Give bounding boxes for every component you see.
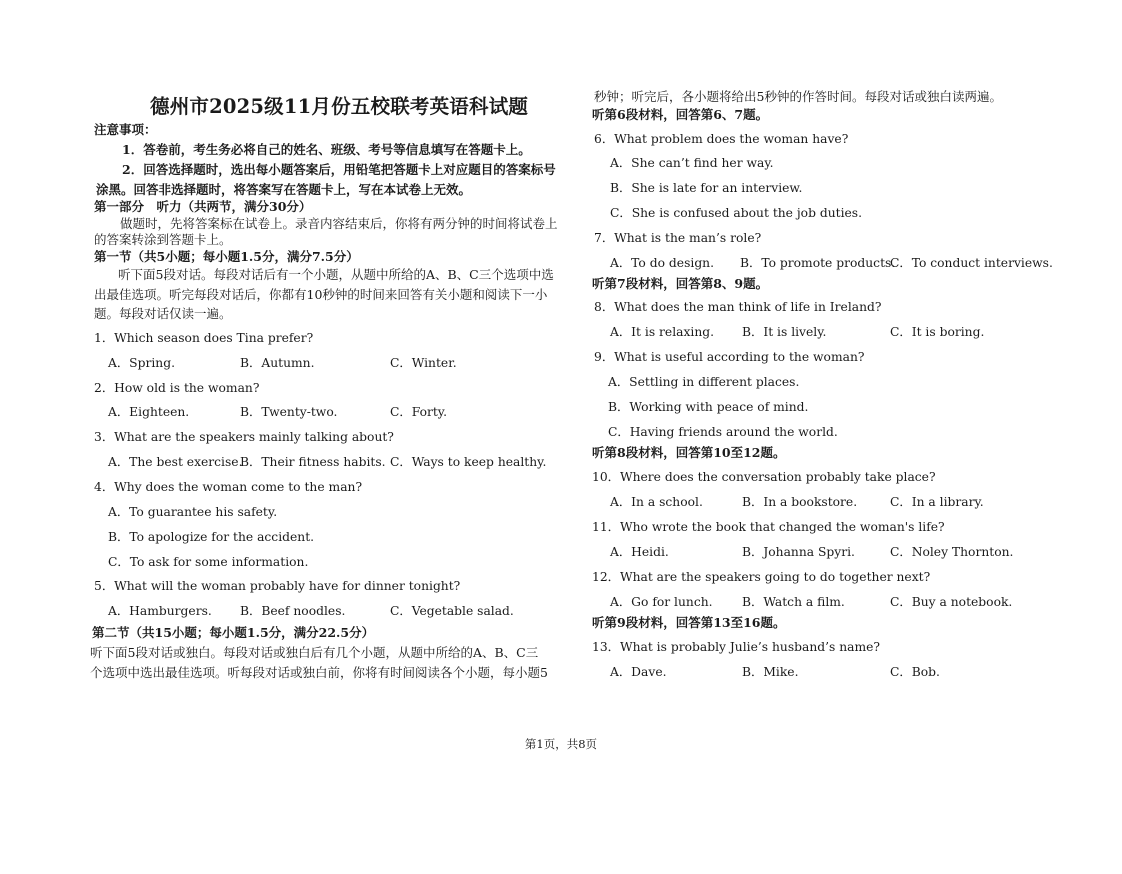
question-11-option-a: A．Heidi. — [610, 545, 669, 559]
question-9-option-a: A．Settling in different places. — [608, 375, 800, 389]
notice-item-2-line-2: 涂黑。回答非选择题时，将答案写在答题卡上，写在本试卷上无效。 — [96, 182, 472, 197]
question-7-option-b: B．To promote products. — [740, 256, 896, 270]
section1-heading: 第一节（共5小题；每小题1.5分，满分7.5分） — [94, 249, 359, 264]
question-4-stem: 4．Why does the woman come to the man? — [94, 480, 363, 494]
question-8-option-a: A．It is relaxing. — [610, 325, 715, 339]
question-10-stem: 10．Where does the conversation probably take place? — [592, 470, 936, 484]
question-4-option-a: A．To guarantee his safety. — [108, 505, 278, 519]
section2-heading: 第二节（共15小题；每小题1.5分，满分22.5分） — [92, 625, 375, 640]
question-12-option-b: B．Watch a film. — [742, 595, 845, 609]
question-10-option-a: A．In a school. — [610, 495, 703, 509]
question-3-option-b: B．Their fitness habits. — [240, 455, 386, 469]
question-5-stem: 5．What will the woman probably have for dinner tonight? — [94, 579, 461, 593]
question-1-option-c: C．Winter. — [390, 356, 457, 370]
question-11-stem: 11．Who wrote the book that changed the woman's life? — [592, 520, 945, 534]
section2-instructions-line-1: 听下面5段对话或独白。每段对话或独白后有几个小题，从题中所给的A、B、C三 — [90, 645, 539, 660]
question-8-option-b: B．It is lively. — [742, 325, 827, 339]
question-2-option-b: B．Twenty-two. — [240, 405, 338, 419]
question-2-option-c: C．Forty. — [390, 405, 448, 419]
section1-instructions-line-2: 出最佳选项。听完每段对话后，你都有10秒钟的时间来回答有关小题和阅读下一小 — [94, 287, 548, 302]
question-10-option-c: C．In a library. — [890, 495, 984, 509]
question-8-stem: 8．What does the man think of life in Ireland? — [594, 300, 882, 314]
material-6-heading: 听第6段材料，回答第6、7题。 — [592, 107, 769, 122]
part1-heading: 第一部分 听力（共两节，满分30分） — [94, 199, 312, 214]
part1-intro-line-2: 的答案转涂到答题卡上。 — [94, 232, 232, 247]
question-3-option-a: A．The best exercise. — [108, 455, 243, 469]
question-7-option-a: A．To do design. — [610, 256, 715, 270]
question-7-stem: 7．What is the man’s role? — [594, 231, 762, 245]
question-1-stem: 1．Which season does Tina prefer? — [94, 331, 314, 345]
question-12-stem: 12．What are the speakers going to do together next? — [592, 570, 931, 584]
question-5-option-c: C．Vegetable salad. — [390, 604, 514, 618]
question-9-option-c: C．Having friends around the world. — [608, 425, 838, 439]
exam-title: 德州市2025级11月份五校联考英语科试题 — [150, 95, 529, 118]
question-7-option-c: C．To conduct interviews. — [890, 256, 1053, 270]
question-3-option-c: C．Ways to keep healthy. — [390, 455, 547, 469]
notice-heading: 注意事项： — [94, 122, 157, 137]
question-11-option-c: C．Noley Thornton. — [890, 545, 1014, 559]
question-2-option-a: A．Eighteen. — [108, 405, 190, 419]
question-1-option-b: B．Autumn. — [240, 356, 315, 370]
section1-instructions-line-3: 题。每段对话仅读一遍。 — [94, 306, 232, 321]
material-9-heading: 听第9段材料，回答第13至16题。 — [592, 615, 786, 630]
question-6-option-b: B．She is late for an interview. — [610, 181, 803, 195]
notice-item-1: 1．答卷前，考生务必将自己的姓名、班级、考号等信息填写在答题卡上。 — [122, 142, 531, 157]
section1-instructions-line-1: 听下面5段对话。每段对话后有一个小题，从题中所给的A、B、C三个选项中选 — [118, 267, 554, 282]
section2-instructions-line-2: 个选项中选出最佳选项。听每段对话或独白前，你将有时间阅读各个小题，每小题5 — [90, 665, 548, 680]
question-5-option-a: A．Hamburgers. — [108, 604, 212, 618]
question-11-option-b: B．Johanna Spyri. — [742, 545, 855, 559]
question-6-stem: 6．What problem does the woman have? — [594, 132, 849, 146]
question-12-option-a: A．Go for lunch. — [610, 595, 713, 609]
question-13-stem: 13．What is probably Julie’s husband’s name? — [592, 640, 881, 654]
question-12-option-c: C．Buy a notebook. — [890, 595, 1013, 609]
material-8-heading: 听第8段材料，回答第10至12题。 — [592, 445, 786, 460]
notice-item-2-line-1: 2．回答选择题时，选出每小题答案后，用铅笔把答题卡上对应题目的答案标号 — [122, 162, 556, 177]
question-5-option-b: B．Beef noodles. — [240, 604, 346, 618]
page-footer: 第1页，共8页 — [524, 737, 598, 751]
section2-instructions-line-3: 秒钟；听完后，各小题将给出5秒钟的作答时间。每段对话或独白读两遍。 — [594, 89, 1002, 104]
question-6-option-c: C．She is confused about the job duties. — [610, 206, 863, 220]
question-10-option-b: B．In a bookstore. — [742, 495, 858, 509]
question-13-option-c: C．Bob. — [890, 665, 940, 679]
question-3-stem: 3．What are the speakers mainly talking about? — [94, 430, 394, 444]
question-1-option-a: A．Spring. — [108, 356, 175, 370]
question-4-option-c: C．To ask for some information. — [108, 555, 309, 569]
question-8-option-c: C．It is boring. — [890, 325, 985, 339]
part1-intro-line-1: 做题时，先将答案标在试卷上。录音内容结束后，你将有两分钟的时间将试卷上 — [120, 216, 558, 231]
material-7-heading: 听第7段材料，回答第8、9题。 — [592, 276, 769, 291]
question-13-option-a: A．Dave. — [610, 665, 667, 679]
question-9-stem: 9．What is useful according to the woman? — [594, 350, 865, 364]
question-9-option-b: B．Working with peace of mind. — [608, 400, 809, 414]
question-13-option-b: B．Mike. — [742, 665, 799, 679]
question-4-option-b: B．To apologize for the accident. — [108, 530, 315, 544]
question-2-stem: 2．How old is the woman? — [94, 381, 260, 395]
question-6-option-a: A．She can’t find her way. — [610, 156, 774, 170]
